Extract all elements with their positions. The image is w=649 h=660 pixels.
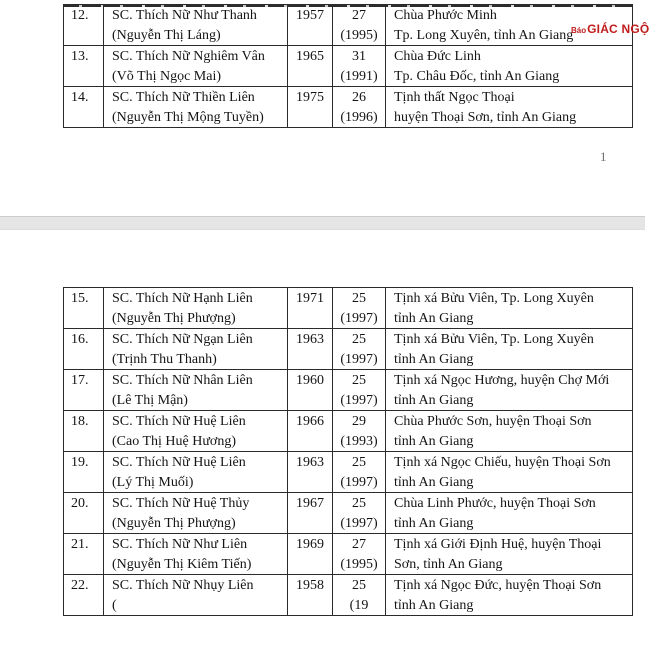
name-cell: SC. Thích Nữ Như Thanh (Nguyễn Thị Láng) bbox=[104, 5, 288, 46]
ordination-age-cell: 25 (1997) bbox=[333, 329, 386, 370]
ordination-age-cell: 27 (1995) bbox=[333, 5, 386, 46]
address-cell: Tịnh xá Ngọc Đức, huyện Thoại Sơn tỉnh An Giang bbox=[386, 575, 633, 616]
birth-year-cell: 1957 bbox=[288, 5, 333, 46]
row-number-cell: 18. bbox=[64, 411, 104, 452]
name-cell: SC. Thích Nữ Nhụy Liên ( bbox=[104, 575, 288, 616]
address-cell: Tịnh xá Ngọc Chiếu, huyện Thoại Sơn tỉnh An Giang bbox=[386, 452, 633, 493]
birth-year-cell: 1966 bbox=[288, 411, 333, 452]
document-viewport bbox=[0, 4, 649, 613]
table-row bbox=[64, 411, 633, 452]
table-row bbox=[64, 534, 633, 575]
table-row bbox=[64, 370, 633, 411]
logo-prefix: Báo bbox=[571, 26, 587, 35]
row-number-cell: 12. bbox=[64, 5, 104, 46]
table-row bbox=[64, 575, 633, 616]
page-2 bbox=[0, 287, 645, 660]
birth-year-cell: 1958 bbox=[288, 575, 333, 616]
birth-year-cell: 1965 bbox=[288, 46, 333, 87]
ordination-age-cell: 25 (19 bbox=[333, 575, 386, 616]
ordination-age-cell: 25 (1997) bbox=[333, 370, 386, 411]
address-cell: Chùa Phước Minh Tp. Long Xuyên, tỉnh An Giang bbox=[386, 5, 633, 46]
ordination-age-cell: 26 (1996) bbox=[333, 87, 386, 128]
address-cell: Chùa Linh Phước, huyện Thoại Sơn tỉnh An Giang bbox=[386, 493, 633, 534]
name-cell: SC. Thích Nữ Thiền Liên (Nguyễn Thị Mộng Tuyền) bbox=[104, 87, 288, 128]
birth-year-cell: 1963 bbox=[288, 452, 333, 493]
name-cell: SC. Thích Nữ Nghiêm Vân (Võ Thị Ngọc Mai) bbox=[104, 46, 288, 87]
row-number-cell: 13. bbox=[64, 46, 104, 87]
ordination-age-cell: 25 (1997) bbox=[333, 288, 386, 329]
row-number-cell: 16. bbox=[64, 329, 104, 370]
ordination-age-cell: 27 (1995) bbox=[333, 534, 386, 575]
page-number: 1 bbox=[600, 149, 607, 164]
birth-year-cell: 1960 bbox=[288, 370, 333, 411]
name-cell: SC. Thích Nữ Huệ Thủy (Nguyễn Thị Phượng) bbox=[104, 493, 288, 534]
birth-year-cell: 1963 bbox=[288, 329, 333, 370]
table-row bbox=[64, 87, 633, 128]
previous-row-remnant bbox=[63, 4, 632, 7]
table-row bbox=[64, 5, 633, 46]
page-separator bbox=[0, 216, 645, 230]
address-cell: Chùa Phước Sơn, huyện Thoại Sơn tỉnh An Giang bbox=[386, 411, 633, 452]
ordination-age-cell: 25 (1997) bbox=[333, 493, 386, 534]
address-cell: Tịnh xá Ngọc Hương, huyện Chợ Mới tỉnh An Giang bbox=[386, 370, 633, 411]
row-number-cell: 14. bbox=[64, 87, 104, 128]
address-cell: Chùa Đức Linh Tp. Châu Đốc, tỉnh An Giang bbox=[386, 46, 633, 87]
table-row bbox=[64, 46, 633, 87]
row-number-cell: 22. bbox=[64, 575, 104, 616]
row-number-cell: 21. bbox=[64, 534, 104, 575]
table-row bbox=[64, 493, 633, 534]
name-cell: SC. Thích Nữ Như Liên (Nguyễn Thị Kiêm Tiến) bbox=[104, 534, 288, 575]
page-1 bbox=[0, 4, 649, 216]
nuns-roster-table-page2 bbox=[63, 287, 633, 616]
address-cell: Tịnh xá Giới Định Huệ, huyện Thoại Sơn, tỉnh An Giang bbox=[386, 534, 633, 575]
birth-year-cell: 1969 bbox=[288, 534, 333, 575]
name-cell: SC. Thích Nữ Huệ Liên (Cao Thị Huệ Hương) bbox=[104, 411, 288, 452]
birth-year-cell: 1967 bbox=[288, 493, 333, 534]
row-number-cell: 19. bbox=[64, 452, 104, 493]
nuns-roster-table-page1 bbox=[63, 4, 633, 128]
row-number-cell: 15. bbox=[64, 288, 104, 329]
name-cell: SC. Thích Nữ Huệ Liên (Lý Thị Muối) bbox=[104, 452, 288, 493]
address-cell: Tịnh xá Bửu Viên, Tp. Long Xuyên tỉnh An Giang bbox=[386, 329, 633, 370]
address-cell: Tịnh xá Bửu Viên, Tp. Long Xuyên tỉnh An Giang bbox=[386, 288, 633, 329]
address-cell: Tịnh thất Ngọc Thoại huyện Thoại Sơn, tỉnh An Giang bbox=[386, 87, 633, 128]
table-row bbox=[64, 288, 633, 329]
table-row bbox=[64, 452, 633, 493]
ordination-age-cell: 31 (1991) bbox=[333, 46, 386, 87]
giac-ngo-logo bbox=[571, 22, 649, 36]
ordination-age-cell: 29 (1993) bbox=[333, 411, 386, 452]
birth-year-cell: 1975 bbox=[288, 87, 333, 128]
name-cell: SC. Thích Nữ Ngạn Liên (Trịnh Thu Thanh) bbox=[104, 329, 288, 370]
birth-year-cell: 1971 bbox=[288, 288, 333, 329]
logo-title: GIÁC NGỘ bbox=[587, 22, 649, 36]
name-cell: SC. Thích Nữ Hạnh Liên (Nguyễn Thị Phượng) bbox=[104, 288, 288, 329]
ordination-age-cell: 25 (1997) bbox=[333, 452, 386, 493]
row-number-cell: 17. bbox=[64, 370, 104, 411]
table-row bbox=[64, 329, 633, 370]
name-cell: SC. Thích Nữ Nhân Liên (Lê Thị Mận) bbox=[104, 370, 288, 411]
row-number-cell: 20. bbox=[64, 493, 104, 534]
